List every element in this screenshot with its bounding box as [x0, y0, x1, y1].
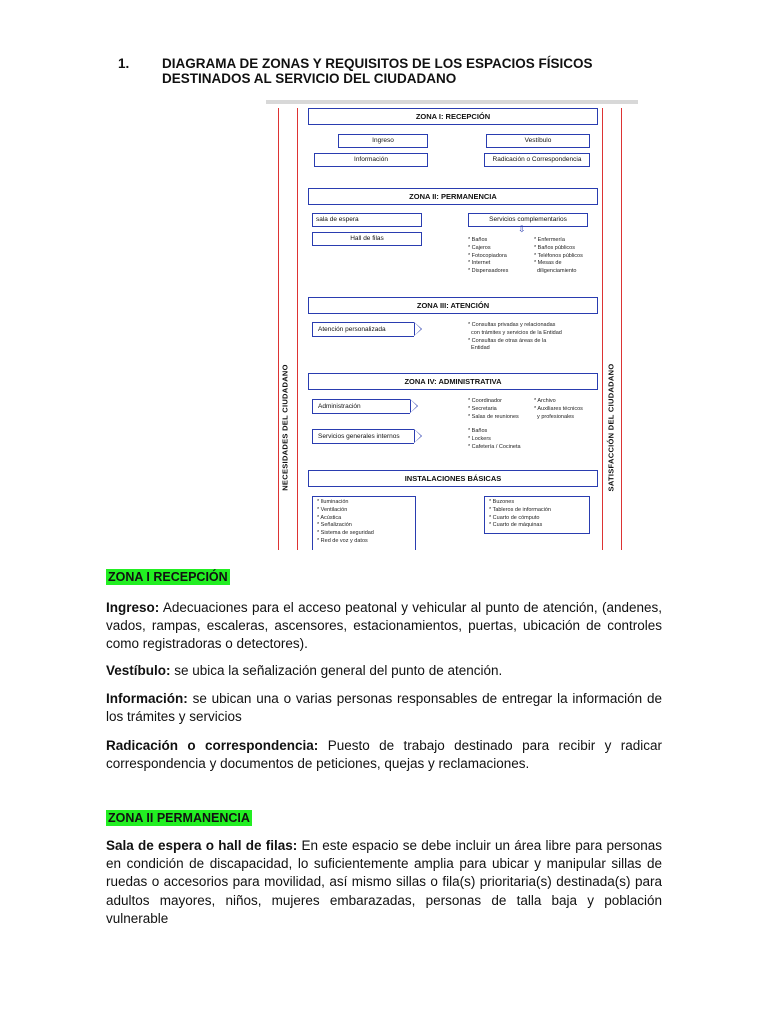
zone2-list-b	[534, 237, 583, 276]
zones-diagram	[266, 100, 638, 550]
term-description: se ubica la señalización general del punto de atención.	[170, 663, 503, 678]
list-item: * Dispensadores	[468, 268, 509, 275]
list-item: * Ventilación	[317, 506, 348, 513]
list-item: con trámites y servicios de la Entidad	[468, 329, 562, 336]
section1-paragraph-vestibulo	[106, 662, 662, 680]
term-description: Adecuaciones para el acceso peatonal y vehicular al punto de atención, (andenes, vados, rampas, escaleras, ascensores, estacionamientos, puertas, ubicación de controles como registradoras o detectores).	[106, 600, 662, 652]
zone4-list-c	[468, 428, 521, 451]
term-label: Ingreso:	[106, 600, 160, 615]
list-item: * Iluminación	[317, 499, 349, 505]
left-side-label: NECESIDADES DEL CIUDADANO	[280, 364, 290, 491]
zone2-hall-filas: Hall de filas	[312, 232, 422, 246]
term-label: Vestíbulo:	[106, 663, 171, 678]
section1-paragraph-ingreso	[106, 599, 662, 654]
list-item: * Baños	[468, 237, 488, 243]
list-item: * Consultas privadas y relacionadas	[468, 322, 556, 328]
zone2-servicios: Servicios complementarios	[468, 213, 588, 227]
zone1-item-vestibulo: Vestíbulo	[486, 134, 590, 148]
list-item: * Cajeros	[468, 244, 491, 251]
list-item: * Mesas de	[534, 260, 562, 267]
list-item: * Enfermería	[534, 237, 565, 243]
zone1-item-ingreso: Ingreso	[338, 134, 428, 148]
list-item: * Red de voz y datos	[317, 537, 368, 544]
list-item: * Cuarto de máquinas	[489, 522, 543, 529]
zone5-list-a	[312, 496, 416, 550]
heading-title: DIAGRAMA DE ZONAS Y REQUISITOS DE LOS ESPACIOS FÍSICOS DESTINADOS AL SERVICIO DEL CIUDADANO	[162, 56, 593, 86]
list-item: * Acústica	[317, 514, 342, 521]
list-item: * Sistema de seguridad	[317, 530, 374, 537]
term-description: En este espacio se debe incluir un área libre para personas en condición de discapacidad, lo suficientemente amplia para ubicar y manipular sillas de ruedas o accesorios para movilidad, así mismo sillas o fila(s) prioritaria(s) destinada(s) para adultos mayores, niños, mujeres embarazadas, personas de talla baja y población vulnerable	[106, 838, 662, 926]
list-item: * Tableros de información	[489, 506, 551, 513]
list-item: * Baños	[468, 428, 488, 434]
list-item: * Archivo	[534, 398, 556, 404]
list-item: * Salas de reuniones	[468, 413, 519, 420]
zone3-title: ZONA III: ATENCIÓN	[308, 297, 598, 314]
list-item: * Lockers	[468, 435, 491, 442]
term-description: Puesto de trabajo destinado para recibir y radicar correspondencia y documentos de peticiones, quejas y reclamaciones.	[106, 738, 662, 772]
zone1-item-radicacion: Radicación o Correspondencia	[484, 153, 590, 167]
right-side-label: SATISFACCIÓN DEL CIUDADANO	[606, 363, 616, 492]
zone5-title: INSTALACIONES BÁSICAS	[308, 470, 598, 487]
section2-paragraph-sala-espera	[106, 837, 662, 928]
list-item: * Fotocopiadora	[468, 252, 507, 259]
list-item: * Buzones	[489, 499, 515, 505]
zone1-title: ZONA I: RECEPCIÓN	[308, 108, 598, 125]
term-label: Información:	[106, 691, 188, 706]
list-item: * Teléfonos públicos	[534, 252, 583, 259]
list-item: * Coordinador	[468, 398, 502, 404]
zone2-list-a	[468, 237, 508, 276]
list-item: y profesionales	[534, 413, 575, 420]
heading-number: 1.	[118, 56, 130, 71]
list-item: * Internet	[468, 260, 491, 267]
diagram-top-border	[266, 100, 638, 104]
section2-title: ZONA II PERMANENCIA	[108, 811, 250, 825]
zone3-list	[468, 322, 562, 353]
zone5-list-b	[484, 496, 590, 534]
zone2-title: ZONA II: PERMANENCIA	[308, 188, 598, 205]
list-item: * Señalización	[317, 522, 352, 529]
term-description: se ubican una o varias personas responsables de entregar la información de los trámites y servicios	[106, 691, 662, 725]
list-item: * Cuarto de cómputo	[489, 514, 540, 521]
section1-paragraph-radicacion	[106, 737, 662, 773]
down-arrow-icon: ⇩	[518, 224, 526, 234]
list-item: * Secretaria	[468, 405, 497, 412]
zone4-title: ZONA IV: ADMINISTRATIVA	[308, 373, 598, 390]
term-label: Radicación o correspondencia:	[106, 738, 319, 753]
section1-paragraph-informacion	[106, 690, 662, 726]
list-item: * Auxiliares técnicos	[534, 405, 583, 412]
section1-title: ZONA I RECEPCIÓN	[108, 570, 228, 584]
list-item: * Cafetería / Cocineta	[468, 443, 521, 450]
zone4-list-b	[534, 398, 583, 421]
zone1-item-informacion: Información	[314, 153, 428, 167]
list-item: * Consultas de otras áreas de la	[468, 337, 547, 344]
zone3-atencion-personalizada: Atención personalizada	[312, 322, 414, 337]
zone4-list-a	[468, 398, 519, 421]
zone4-administracion: Administración	[312, 399, 410, 414]
zone2-sala-espera: sala de espera	[312, 213, 422, 227]
list-item: Entidad	[468, 345, 490, 352]
zone4-servicios-generales: Servicios generales internos	[312, 429, 414, 444]
term-label: Sala de espera o hall de filas:	[106, 838, 298, 853]
list-item: * Baños públicos	[534, 244, 575, 251]
list-item: diligenciamiento	[534, 268, 577, 275]
